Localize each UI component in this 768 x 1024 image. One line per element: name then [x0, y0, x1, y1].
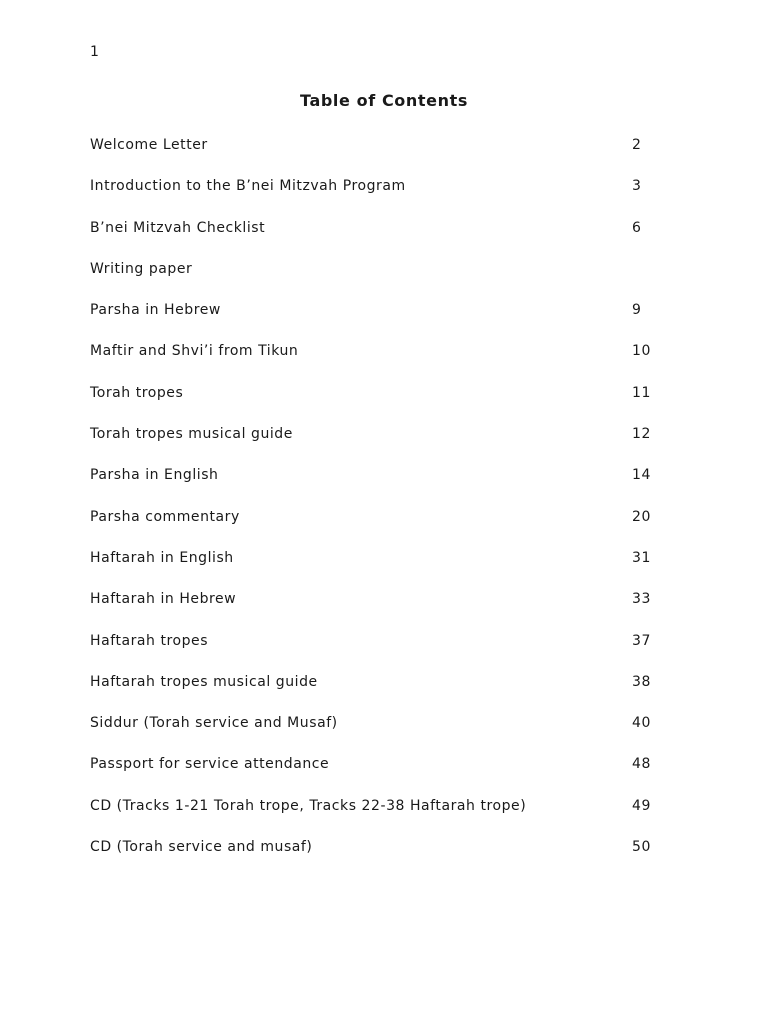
toc-entry — [90, 342, 690, 383]
toc-entry-label: Introduction to the B’nei Mitzvah Program — [90, 178, 406, 195]
toc-entry — [90, 260, 690, 301]
toc-entry-label: Haftarah tropes musical guide — [90, 673, 318, 690]
toc-entry-page: 33 — [632, 591, 651, 608]
toc-entry-label: Maftir and Shvi’i from Tikun — [90, 343, 299, 360]
toc-entry-label: Parsha in Hebrew — [90, 302, 221, 319]
toc-entry-page: 50 — [632, 839, 651, 856]
toc-entry-page: 11 — [632, 384, 651, 401]
toc-entry — [90, 177, 690, 218]
toc-entry-page: 9 — [632, 302, 642, 319]
toc-entry — [90, 714, 690, 755]
toc-entry-page: 12 — [632, 426, 651, 443]
toc-entry-label: CD (Tracks 1-21 Torah trope, Tracks 22-38 Haftarah trope) — [90, 797, 527, 814]
toc-entry — [90, 838, 690, 879]
toc-entry-page: 40 — [632, 715, 651, 732]
page-number: 1 — [90, 44, 100, 60]
toc-entry — [90, 590, 690, 631]
toc-entry-page: 48 — [632, 756, 651, 773]
toc-entry-label: CD (Torah service and musaf) — [90, 839, 313, 856]
toc-entry-label: B’nei Mitzvah Checklist — [90, 219, 266, 236]
toc-entry — [90, 136, 690, 177]
toc-entry-page: 6 — [632, 219, 642, 236]
toc-entry — [90, 632, 690, 673]
toc-entry-page: 20 — [632, 508, 651, 525]
toc-entry-label: Writing paper — [90, 260, 193, 277]
toc-entry-label: Welcome Letter — [90, 137, 208, 153]
toc-list — [90, 136, 690, 879]
toc-entry-label: Torah tropes musical guide — [90, 426, 293, 443]
toc-entry-label: Torah tropes — [90, 384, 184, 401]
toc-entry — [90, 466, 690, 507]
toc-entry-page: 38 — [632, 673, 651, 690]
toc-entry — [90, 508, 690, 549]
toc-entry-page: 14 — [632, 467, 651, 484]
toc-entry-label: Siddur (Torah service and Musaf) — [90, 715, 338, 732]
toc-entry-label: Haftarah in English — [90, 549, 234, 566]
toc-entry — [90, 549, 690, 590]
toc-entry-label: Passport for service attendance — [90, 756, 330, 773]
toc-entry-page: 10 — [632, 343, 651, 360]
toc-entry — [90, 673, 690, 714]
toc-entry-label: Parsha in English — [90, 467, 219, 484]
toc-entry-page: 49 — [632, 797, 651, 814]
toc-entry-page: 2 — [632, 137, 642, 153]
toc-entry-label: Haftarah in Hebrew — [90, 591, 237, 608]
toc-entry — [90, 301, 690, 342]
toc-entry — [90, 797, 690, 838]
toc-entry — [90, 219, 690, 260]
toc-entry-page: 3 — [632, 178, 642, 195]
toc-entry-label: Parsha commentary — [90, 508, 240, 525]
toc-entry-page: 31 — [632, 549, 651, 566]
toc-entry-page: 37 — [632, 632, 651, 649]
page-title: Table of Contents — [300, 91, 468, 110]
toc-entry — [90, 755, 690, 796]
toc-entry — [90, 384, 690, 425]
toc-entry — [90, 425, 690, 466]
toc-entry-label: Haftarah tropes — [90, 632, 209, 649]
